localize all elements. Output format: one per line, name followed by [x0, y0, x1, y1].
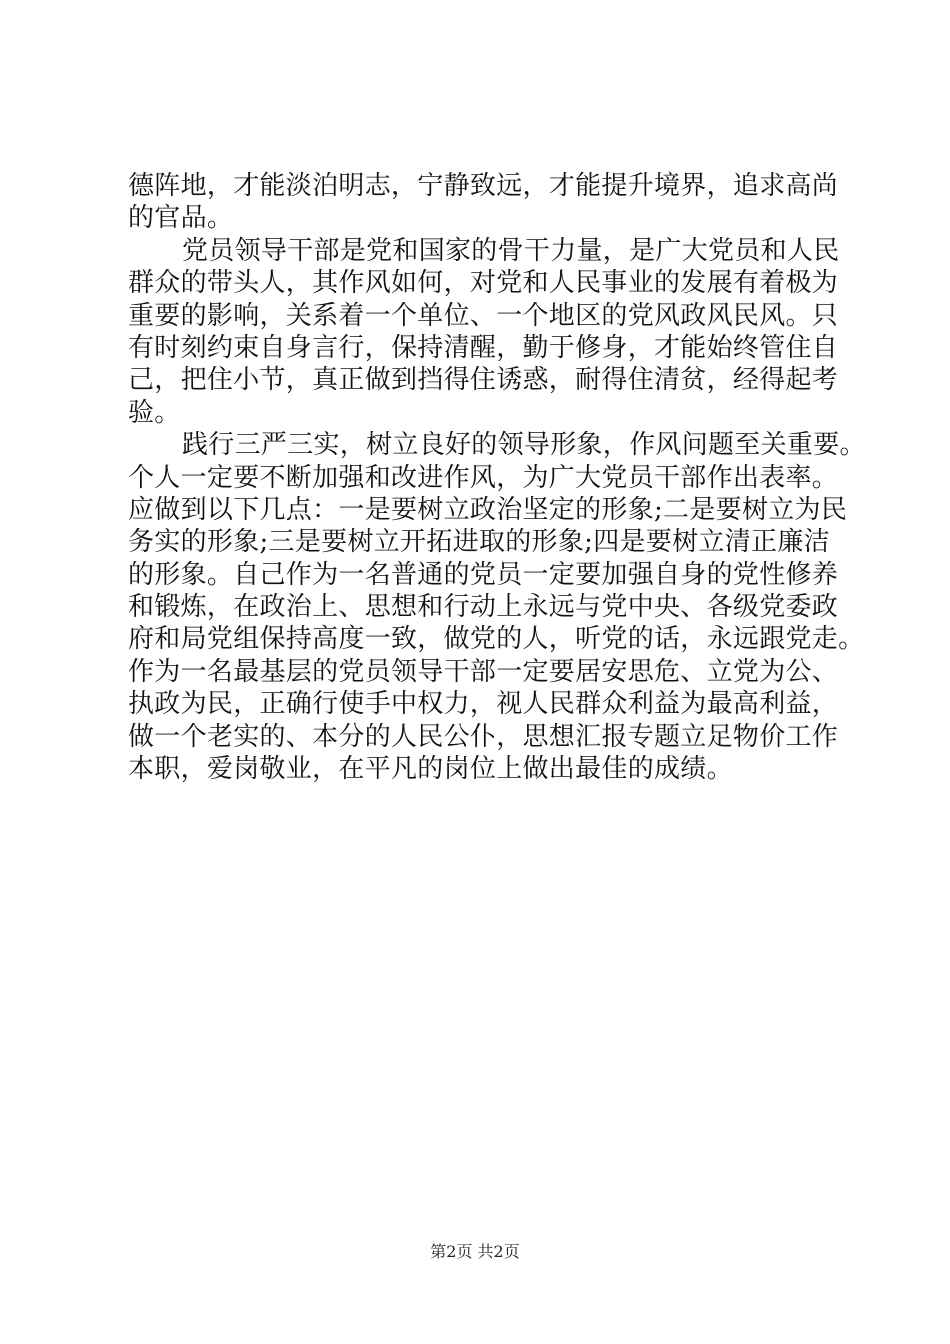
paragraph-start-line: 党员领导干部是党和国家的骨干力量，是广大党员和人民 [182, 235, 840, 266]
text-line: 和锻炼，在政治上、思想和行动上永远与党中央、各级党委政 [128, 592, 839, 623]
text-line: 群众的带头人，其作风如何，对党和人民事业的发展有着极为 [128, 268, 839, 299]
text-line: 的官品。 [128, 203, 234, 234]
text-line: 做一个老实的、本分的人民公仆，思想汇报专题立足物价工作 [128, 721, 839, 752]
text-line: 的形象。自己作为一名普通的党员一定要加强自身的党性修养 [128, 559, 839, 590]
text-line: 务实的形象;三是要树立开拓进取的形象;四是要树立清正廉洁 [128, 527, 830, 558]
text-line: 个人一定要不断加强和改进作风，为广大党员干部作出表率。 [128, 462, 839, 493]
text-line: 验。 [128, 397, 181, 428]
text-line: 应做到以下几点：一是要树立政治坚定的形象;二是要树立为民 [128, 494, 848, 525]
text-line: 本职，爱岗敬业，在平凡的岗位上做出最佳的成绩。 [128, 754, 733, 785]
text-line: 执政为民，正确行使手中权力，视人民群众利益为最高利益， [128, 689, 839, 720]
text-line: 重要的影响，关系着一个单位、一个地区的党风政风民风。只 [128, 300, 839, 331]
text-line: 德阵地，才能淡泊明志，宁静致远，才能提升境界，追求高尚 [128, 171, 839, 201]
text-line: 府和局党组保持高度一致，做党的人，听党的话，永远跟党走。 [128, 624, 865, 655]
page-number: 第2页 共2页 [430, 1242, 520, 1261]
body-text [128, 170, 866, 785]
text-line: 作为一名最基层的党员领导干部一定要居安思危、立党为公、 [128, 656, 839, 687]
paragraph-start-line: 践行三严三实，树立良好的领导形象，作风问题至关重要。 [182, 430, 866, 461]
text-line: 己，把住小节，真正做到挡得住诱惑，耐得住清贫，经得起考 [128, 365, 839, 396]
text-line: 有时刻约束自身言行，保持清醒，勤于修身，才能始终管住自 [128, 332, 839, 363]
